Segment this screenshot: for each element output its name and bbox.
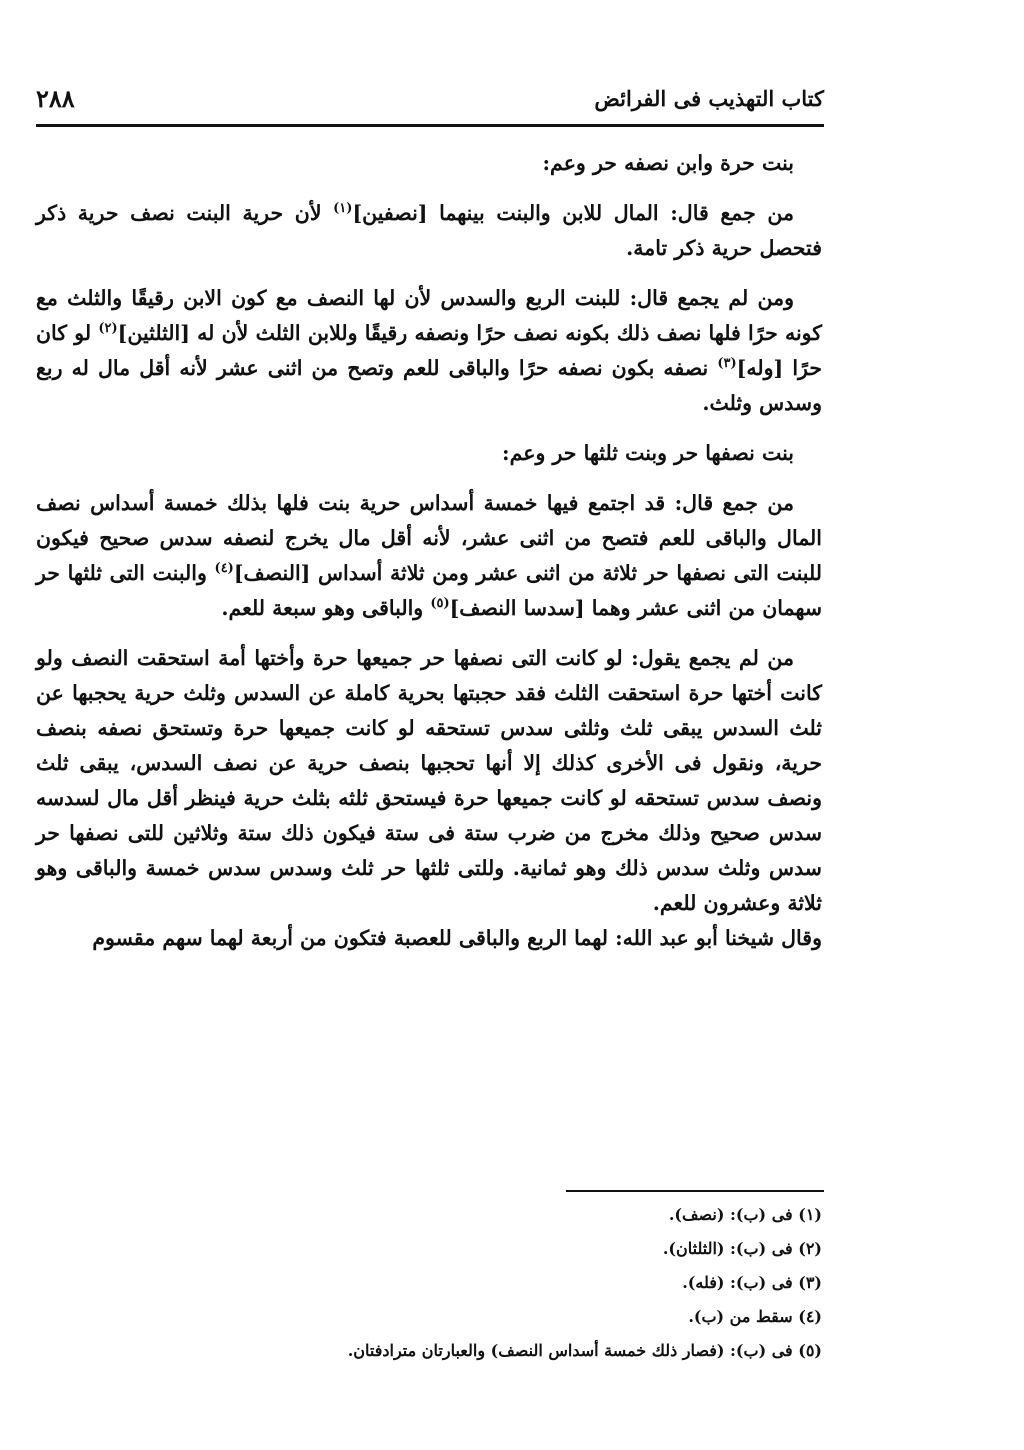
page-header [36,86,824,124]
footnote-1: (١) فى (ب): (نصف). [668,1205,822,1224]
paragraph-1: بنت حرة وابن نصفه حر وعم: [542,151,794,175]
paragraph-3: ومن لم يجمع قال: للبنت الربع والسدس لأن لها النصف مع كون الابن رقيقًا والثلث مع كونه حرًا فلها نصف ذلك بكونه نصف حرًا ونصفه رقيقًا وللابن الثلث لأن له [الثلثين]$^{(٢)}$ لو كان حرًا [وله]$^{(٣)}$ نصفه بكون نصفه حرًا والباقى للعم وتصح من اثنى عشر لأنه أقل مال له ربع وسدس وثلث. [36,286,823,415]
footnote-2: (٢) فى (ب): (الثلثان). [662,1239,822,1258]
paragraph-4: بنت نصفها حر وبنت ثلثها حر وعم: [502,441,794,465]
page-number: ٢٨٨ [36,84,75,113]
paragraph-2: من جمع قال: المال للابن والبنت بينهما [نصفين]$^{(١)}$ لأن حرية البنت نصف حرية ذكر فتحصل حرية ذكر تامة. [36,201,822,260]
footnote-ref-5[interactable]: (٥) [430,596,450,612]
footnote-5: (٥) فى (ب): (فصار ذلك خمسة أسداس النصف) والعبارتان مترادفتان. [347,1341,822,1360]
footnote-3: (٣) فى (ب): (فله). [682,1273,822,1292]
footnote-ref-1[interactable]: (١) [333,201,353,217]
running-title: كتاب التهذيب فى الفرائض [594,86,824,111]
footnote-4: (٤) سقط من (ب). [688,1307,822,1326]
header-rule [36,124,824,127]
paragraph-5: من جمع قال: قد اجتمع فيها خمسة أسداس حرية بنت فلها بذلك خمسة أسداس نصف المال والباقى للعم فتصح من اثنى عشر، لأنه أقل مال يخرج لنصفه سدس صحيح فيكون للبنت التى نصفها حر ثلاثة من اثنى عشر ومن ثلاثة أسداس [النصف]$^{(٤)}$ والبنت التى ثلثها حر سهمان من اثنى عشر وهما [سدسا النصف]$^{(٥)}$ والباقى وهو سبعة للعم. [36,491,822,620]
footnote-ref-3[interactable]: (٣) [717,356,737,372]
paragraph-6: من لم يجمع يقول: لو كانت التى نصفها حر جميعها حرة وأختها أمة استحقت النصف ولو كانت أختها حرة استحقت الثلث فقد حجبتها بحرية كاملة عن السدس وثلث حرية يحجبها عن ثلث السدس يبقى ثلث وثلثى سدس تستحقه لو كانت جميعها حرة وتستحق نصفه بنصف حرية، ونقول فى الأخرى كذلك إلا أنها تحجبها بنصف حرية عن نصف السدس، يبقى ثلث ونصف سدس تستحقه لو كانت جميعها حرة فيستحق ثلثه بثلث حرية فينظر أقل مال لسدسه سدس صحيح وذلك مخرج من ضرب ستة فى ستة فيكون ذلك ستة وثلاثين للتى نصفها حر سدس وثلث سدس ذلك وهو ثمانية. وللتى ثلثها حر ثلث وسدس سدس خمسة والباقى وهو ثلاثة وعشرون للعم. [36,646,822,915]
footnotes [36,1198,822,1368]
paragraph-7: وقال شيخنا أبو عبد الله: لهما الربع والباقى للعصبة فتكون من أربعة لهما سهم مقسوم [92,926,822,950]
footnote-ref-4[interactable]: (٤) [214,561,234,577]
footnote-ref-2[interactable]: (٢) [98,321,118,337]
footnote-separator [566,1190,824,1192]
main-text [36,146,822,971]
